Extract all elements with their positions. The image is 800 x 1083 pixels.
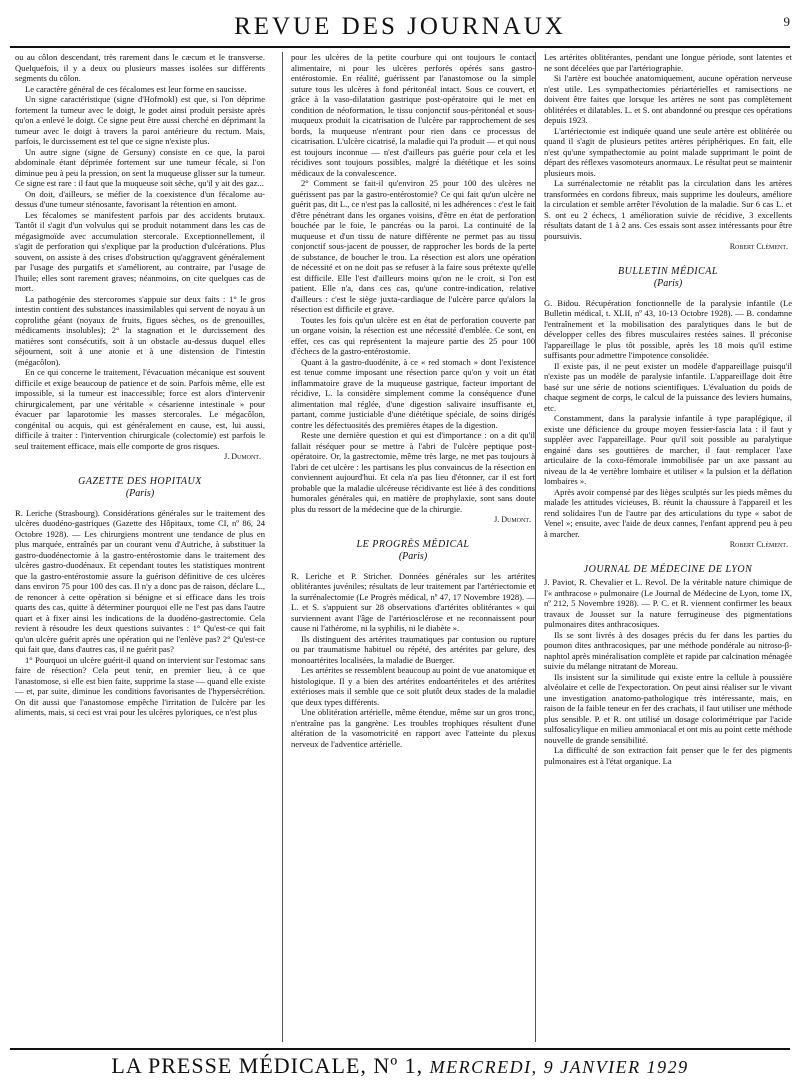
paragraph: Les artérites oblitérantes, pendant une longue période, sont latentes et ne sont décelées que par l'artériographie. xyxy=(544,52,792,73)
paragraph: La difficulté de son extraction fait penser que le fer des pigments pulmonaires est à l'état organique. La xyxy=(544,745,792,766)
paragraph: 2° Comment se fait-il qu'environ 25 pour 100 des ulcères ne guérissent pas par la gastro-entérostomie? Ce qui fait qu'un ulcère ne guérit pas, dit L., ce n'est pas la callosité, ni les adhérences : c'est le fait d'être pénétrant dans les organes voisins, d'être en état de perforation bouchée par le foie, le pancréas ou la paroi. La continuité de la muqueuse et d'un tissu de nature différente ne permet pas au tissu conjonctif sous-jacent de pousser, de rapprocher les bords de la perte de substance, de boucher le trou. La résection est alors une opération de nécessité et on ne doit pas se refuser à la faire sous prétexte qu'elle est difficile. Elle l'est d'ailleurs moins qu'on ne le croit, si l'on est patient. Elle n'a, dans ces cas, qu'une contre-indication, relative d'ailleurs : c'est le siège juxta-cardiaque de l'ulcère parce qu'alors la résection est difficile et grave. xyxy=(291,178,535,314)
paragraph: Le caractère général de ces fécalomes est leur forme en saucisse. xyxy=(25,83,247,94)
page-footer xyxy=(10,1048,790,1080)
section-title: LE PROGRÈS MÉDICAL xyxy=(356,538,470,550)
section-title: GAZETTE DES HOPITAUX xyxy=(78,475,202,487)
section-title: JOURNAL DE MÉDECINE DE LYON xyxy=(583,563,753,575)
paragraph: Les fécalomes se manifestent parfois par des accidents brutaux. Tantôt il s'agit d'un volvulus qui se produit notamment dans les cas de mégasigmoïde avec accumulation stercorale. Exceptionnellement, il s'agit de perforation qui s'explique par la production d'ulcérations. Plus souvent, on assiste à des crises d'obstruction qu'aggravent généralement par l'usage des purgatifs et s'améliorent, au contraire, par l'usage de l'huile; elles sont rarement graves; néanmoins, on cite quelques cas de mort. xyxy=(15,209,265,293)
column-3 xyxy=(535,52,792,1042)
section-place: (Paris) xyxy=(653,278,683,289)
paragraph: Un autre signe (signe de Gersuny) consiste en ce que, la paroi abdominale étant déprimée fortement sur une tumeur fécale, si l'on diminue peu à peu la pression, on sent la muqueuse glisser sur la tumeur. Ce signe est rare : il faut que la muqueuse soit sèche, qu'il y ait des gaz... xyxy=(15,146,265,188)
page-number: 9 xyxy=(783,14,790,29)
paragraph: Ils insistent sur la similitude qui existe entre la cellule à poussière alvéolaire et celle de l'expectoration. On peut ainsi réaliser sur le vivant une investigation anatomo-pathologique très intéressante, mais, en raison de la faible teneur en fer des crachats, il faut utiliser une méthode plus sensible. P. et R. ont utilisé un dosage colorimétrique par l'acide sulfosalicylique en milieu ammoniacal et ont mis au point cette méthode nouvelle de grande sensibilité. xyxy=(544,671,792,745)
section-place: (Paris) xyxy=(125,488,155,499)
paragraph: Reste une dernière question et qui est d'importance : on a dit qu'il fallait réséquer pour se mettre à l'abri de l'ulcère peptique post-opératoire. Or, la gastrectomie, même très large, ne met pas toujours à l'abri de cet ulcère : les partisans les plus convaincus de la résection en conviennent aujourd'hui. Et cela n'a pas lieu d'étonner, car il est fort probable que la maladie ulcéreuse récidivante est liée à des conditions humorales générales qui, en matière de prophylaxie, sont sans doute plus du ressort de la médecine que de la chirurgie. xyxy=(291,430,535,514)
paragraph: Après avoir compensé par des lièges sculptés sur les pieds mêmes du malade les attitudes vicieuses, B. réunit la chaussure à l'appareil et les rend solidaires l'un de l'autre par des articulations du type « sabot de Venel »; ensuite, avec l'aide de deux cannes, l'enfant apprend peu à peu à marcher. xyxy=(544,486,792,539)
paragraph: Une oblitération artérielle, même étendue, même sur un gros tronc, n'entraîne pas la gangrène. Les troubles trophiques résultent d'une altération de la vasomotricité en rapport avec l'atteinte du plexus nerveux de l'adventice artérielle. xyxy=(291,707,535,749)
author-signature: Robert Clément. xyxy=(729,540,788,549)
author-signature: Robert Clément. xyxy=(729,242,788,251)
paragraph: 1° Pourquoi un ulcère guérit-il quand on intervient sur l'estomac sans faire de résection? Cela peut tenir, en premier lieu, à ce que l'anastomose, si elle est bien faite, supprime la stase — quand elle existe — et, par suite, diminue les conditions favorisantes de l'hypersécrétion. On dit aussi que l'anastomose empêche l'irritation de l'ulcère par les aliments, mais, si ceci est vrai pour les ulcères pyloriques, ce n'est plus xyxy=(15,654,265,717)
abstract-paragraph: G. Bidou. Récupération fonctionnelle de la paralysie infantile (Le Bulletin médical, t. XLII, nº 43, 10-13 Octobre 1928). — B. condamne l'entraînement et la mobilisation des paralytiques dans le but de développer celles des fibres musculaires restées saines. Il préconise l'appareillage le plus tôt possible, après les 18 mois qu'il estime suffisants pour admettre l'impotence consolidée. xyxy=(544,297,792,360)
paragraph: Ils se sont livrés à des dosages précis du fer dans les parties du poumon dites anthracosiques, par une méthode pondérale au nitroso-β-naphtol après minéralisation complète et rapide par calcination ménagée suivie du mélange nitratant de Moreau. xyxy=(544,629,792,671)
abstract-paragraph: J. Paviot, R. Chevalier et L. Revol. De la véritable nature chimique de l'« anthracose » pulmonaire (Le Journal de Médecine de Lyon, tome IX, nº 212, 5 Novembre 1928). — P. C. et R. viennent confirmer les beaux travaux de Jousset sur la nature ferrugineuse des pigmentations pulmonaires dites anthracosiques. xyxy=(544,577,792,629)
paragraph: Ils distinguent des artérites traumatiques par contusion ou rupture ou par traumatisme habituel ou répété, des artérites par gelure, des monoartérites localisées, la maladie de Buerger. xyxy=(291,633,535,665)
abstract-paragraph: R. Leriche et P. Stricher. Données générales sur les artérites oblitérantes juvéniles; résultats de leur traitement par l'artériectomie et la surrénalectomie (Le Progrès médical, nº 47, 17 Novembre 1928). — L. et S. s'appuient sur 28 observations d'artérites oblitérantes « qui surviennent avant l'âge de l'artériosclérose et ne reconnaissent pour cause ni l'athérome, ni la syphilis, ni le diabète ». xyxy=(291,570,535,633)
abstract-paragraph: R. Leriche (Strasbourg). Considérations générales sur le traitement des ulcères duodéno-gastriques (Gazette des Hôpitaux, tome CI, nº 86, 24 Octobre 1928). — Les chirurgiens montrent une tendance de plus en plus marquée, entraînés par un courant venu d'Autriche, à substituer la gastro-duodénectomie à la gastro-entérostomie dans le traitement des ulcères gastro-duodénaux. Et cependant toutes les statistiques montrent que la gastro-entérostomie assure la guérison définitive de ces ulcères dans environ 75 pour 100 des cas. Il n'y a donc pas de raison, déclare L., de renoncer à cette opération si bénigne et si efficace dans les trois quarts des cas, quitte à déterminer pourquoi elle ne l'est pas dans l'autre quart et à fixer ainsi les indications de la duodéno-gastrectomie. Cela revient à résoudre les deux questions suivantes : 1° Qu'est-ce qui fait qu'un ulcère guérit après une opération qui ne l'enlève pas? 2° Qu'est-ce qui fait que, dans d'autres cas, il ne guérit pas? xyxy=(15,507,265,654)
paragraph: Quant à la gastro-duodénite, à ce « red stomach » dont l'existence est tenue comme imposant une résection parce qu'on y voit un état inflammatoire grave de la muqueuse gastrique, facteur important de récidive, L. la considère simplement comme la conséquence d'une alimentation mal réglée, d'une digestion salivaire insuffisante et, partant, comme justiciable d'une diététique spéciale, de soins dirigés contre les défectuosités des premières étapes de la digestion. xyxy=(291,356,535,430)
paragraph: Constamment, dans la paralysie infantile à type paraplégique, il existe une déficience du groupe moyen fessier-fascia lata : il faut y suppléer avec l'appareillage. Pour qu'il soit possible au paralytique engainé dans ses gouttières de marcher, il faut remplacer l'axe articulaire de la coxo-fémorale immobilisée par un axe passant au niveau de la 4e vertèbre lombaire et utiliser « la pulsion et la déflation lombaires ». xyxy=(544,413,792,486)
paragraph: pour les ulcères de la petite courbure qui ont toujours le contact alimentaire, ni pour les ulcères perforés opérés sans gastro-entérostomie. En réalité, guérissent par l'anastomose ou la simple suture tous les ulcères à fond péritonéal intact. Sous ce couvert, et grâce à la vaso-dilatation gastrique post-opératoire qui le met en condition de néoformation, le tissu conjonctif sous-péritonéal et sous-muqueux produit la cicatrisation de l'ulcère par rapprochement de ses bords, la muqueuse n'entrant pour rien dans ce processus de cicatrisation. L'ulcère cicatrisé, la maladie qui l'a produit — et qui nous est toujours inconnue — n'est d'ailleurs pas guérie pour cela et les récidives sont toujours possibles, malgré la diététique et les soins médicaux de la convalescence. xyxy=(291,52,535,178)
issue-date: MERCREDI, 9 JANVIER 1929 xyxy=(429,1057,689,1077)
paragraph: L'artériectomie est indiquée quand une seule artère est oblitérée ou quand il s'agit de plusieurs petites artères périphériques. En fait, elle n'est qu'une sympathectomie au point malade supprimant le point de départ des réflexes vasomoteurs anormaux. Le résultat peut se maintenir plusieurs mois. xyxy=(544,125,792,178)
journal-name: LA PRESSE MÉDICALE, Nº 1, xyxy=(111,1053,424,1078)
page-title: REVUE DES JOURNAUX xyxy=(234,13,566,40)
paragraph: On doit, d'ailleurs, se méfier de la coexistence d'un fécalome au-dessus d'une tumeur sténosante, favorisant la rétention en amont. xyxy=(15,188,265,209)
author-signature: J. Dumont. xyxy=(224,452,261,461)
paragraph: Si l'artère est bouchée anatomiquement, aucune opération nerveuse n'est utile. Les sympathectomies périartérielles et ramisections ne doivent être faites que lorsque les artères ne sont pas complètement oblitérées et dilatables. L. et S. ont abandonné ou presque ces opérations depuis 1923. xyxy=(544,73,792,125)
column-1 xyxy=(15,52,265,1042)
page-header xyxy=(10,8,790,48)
section-title: BULLETIN MÉDICAL xyxy=(618,265,718,277)
column-2 xyxy=(282,52,535,1042)
paragraph: Toutes les fois qu'un ulcère est en état de perforation couverte par un organe voisin, la résection est une nécessité d'emblée. Ce sont, en effet, ces cas qui représentent la majeure partie des 25 pour 100 d'échecs de la gastro-entérostomie. xyxy=(291,314,535,356)
paragraph: La pathogénie des stercoromes s'appuie sur deux faits : 1° le gros intestin contient des substances inassimilables qui servent de noyau à un coprolithe géant (noyaux de fruits, figues sèches, os de grenouilles, médicaments insolubles); 2° la stagnation et le durcissement des matières sont consécutifs, soit à un obstacle au-dessus duquel elles séjournent, soit à une atonie et à une distension de l'intestin (mégacôlon). xyxy=(15,293,265,367)
paragraph: Il existe pas, il ne peut exister un modèle d'appareillage puisqu'il n'existe pas un modèle de paralysie infantile. L'appareillage doit être basé sur une série de notions scientifiques. L'évaluation du poids de chaque segment de corps, le calcul de la puissance des leviers humains, etc. xyxy=(544,360,792,413)
paragraph: En ce qui concerne le traitement, l'évacuation mécanique est souvent difficile et exige beaucoup de patience et de soin. Parfois même, elle est impossible, si la tumeur est inaccessible; force est alors d'intervenir chirurgicalement, par une véritable « césarienne intestinale » pour évacuer par laparotomie les masses stercorales. Le mégacôlon, congénital ou acquis, qui est généralement en cause, est, lui aussi, difficile à traiter : l'intervention chirurgicale (colectomie) est parfois le seul traitement efficace, mais elle comporte de gros risques. xyxy=(15,367,265,451)
author-signature: J. Dumont. xyxy=(494,515,531,524)
paragraph: Les artérites se ressemblent beaucoup au point de vue anatomique et histologique. Il y a bien des artérites endoartériteles et des artérites extérioses mais il semble que ce soit plutôt deux stades de la maladie que deux types différents. xyxy=(291,665,535,707)
paragraph: ou au côlon descendant, très rarement dans le cæcum et le transverse. Quelquefois, il y a deux ou plusieurs masses isolées sur différents segments du côlon. xyxy=(15,52,265,83)
paragraph: La surrénalectomie ne rétablit pas la circulation dans les artères transformées en cordons fibreux, mais supprime les douleurs, améliore la circulation et semble arrêter l'évolution de la maladie. Sur 6 cas L. et S. ont eu 2 échecs, 1 amélioration suivie de récidive, 3 excellents résultats datant de 1 à 2 ans. Ces essais sont assez intéressants pour être poursuivis. xyxy=(544,178,792,241)
paragraph: Un signe caractéristique (signe d'Hofmokl) est que, si l'on déprime fortement la tumeur avec le doigt, le godet ainsi produit persiste après qu'on a enlevé le doigt. Ce signe peut être aussi cherché en déprimant la tumeur avec le doigt à travers la paroi antérieure du rectum. Mais, parfois, le durcissement est tel que ce signe n'existe plus. xyxy=(15,94,265,146)
section-place: (Paris) xyxy=(398,551,428,562)
